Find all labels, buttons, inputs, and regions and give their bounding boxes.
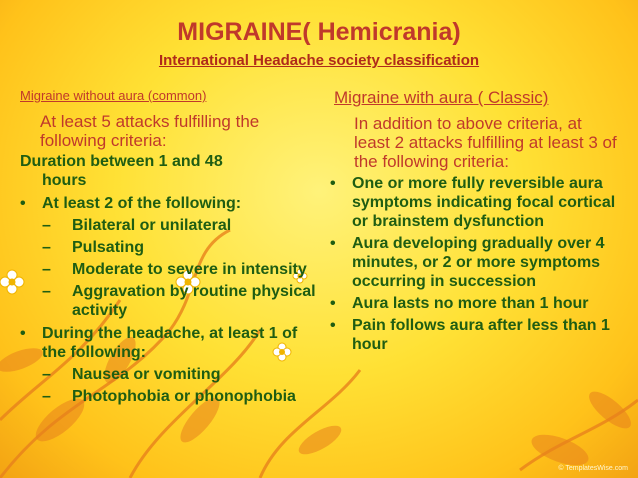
right-intro: In addition to above criteria, at least 2 attacks fulfilling at least 3 of the following criteria: — [354, 114, 617, 171]
slide-subtitle: International Headache society classification — [158, 52, 480, 69]
bullet-text: Aura developing gradually over 4 minutes, or 2 or more symptoms occurring in succession — [352, 235, 605, 290]
bullet-item — [330, 234, 620, 291]
left-intro: At least 5 attacks fulfilling the following criteria: — [40, 112, 260, 150]
copyright-note: © TemplatesWise.com — [558, 465, 628, 472]
left-column — [20, 112, 325, 406]
bullet-item — [330, 294, 620, 313]
sub-bullet-item — [20, 365, 325, 384]
sub-bullet-text: Nausea or vomiting — [72, 366, 221, 383]
bullet-text: Pain follows aura after less than 1 hour — [352, 317, 610, 353]
right-column — [330, 114, 620, 354]
dash-icon: – — [42, 261, 51, 278]
sub-bullet-text: Aggravation by routine physical activity — [72, 283, 316, 319]
bullet-text: Aura lasts no more than 1 hour — [352, 295, 589, 312]
sub-bullet-item — [20, 387, 325, 406]
sub-bullet-text: Bilateral or unilateral — [72, 217, 232, 234]
sub-bullet-item — [20, 216, 325, 235]
dash-icon: – — [42, 217, 51, 234]
slide-title: MIGRAINE( Hemicrania) — [177, 18, 461, 46]
dash-icon: – — [42, 239, 51, 256]
dash-icon: – — [42, 366, 51, 383]
left-column-heading: Migraine without aura (common) — [20, 88, 207, 103]
dash-icon: – — [42, 283, 51, 300]
bullet-icon: • — [330, 317, 336, 334]
sub-bullet-item — [20, 282, 325, 320]
duration-line-1: Duration between 1 and 48 — [20, 153, 223, 170]
duration-line-2: hours — [42, 172, 87, 189]
dash-icon: – — [42, 388, 51, 405]
sub-bullet-text: Photophobia or phonophobia — [72, 388, 296, 405]
sub-bullet-item — [20, 238, 325, 257]
bullet-item — [330, 316, 620, 354]
bullet-icon: • — [330, 175, 336, 192]
bullet-item — [20, 194, 325, 213]
bullet-item — [20, 324, 325, 362]
bullet-item — [330, 174, 620, 231]
bullet-icon: • — [20, 325, 26, 342]
bullet-icon: • — [330, 235, 336, 252]
duration-criterion — [20, 152, 325, 190]
bullet-text: At least 2 of the following: — [42, 195, 242, 212]
sub-bullet-item — [20, 260, 325, 279]
bullet-text: One or more fully reversible aura symptoms indicating focal cortical or brainstem dysfunction — [352, 175, 616, 230]
right-column-heading: Migraine with aura ( Classic) — [334, 88, 549, 107]
bullet-text: During the headache, at least 1 of the following: — [42, 325, 298, 361]
sub-bullet-text: Pulsating — [72, 239, 145, 256]
bullet-icon: • — [20, 195, 26, 212]
sub-bullet-text: Moderate to severe in intensity — [72, 261, 307, 278]
bullet-icon: • — [330, 295, 336, 312]
